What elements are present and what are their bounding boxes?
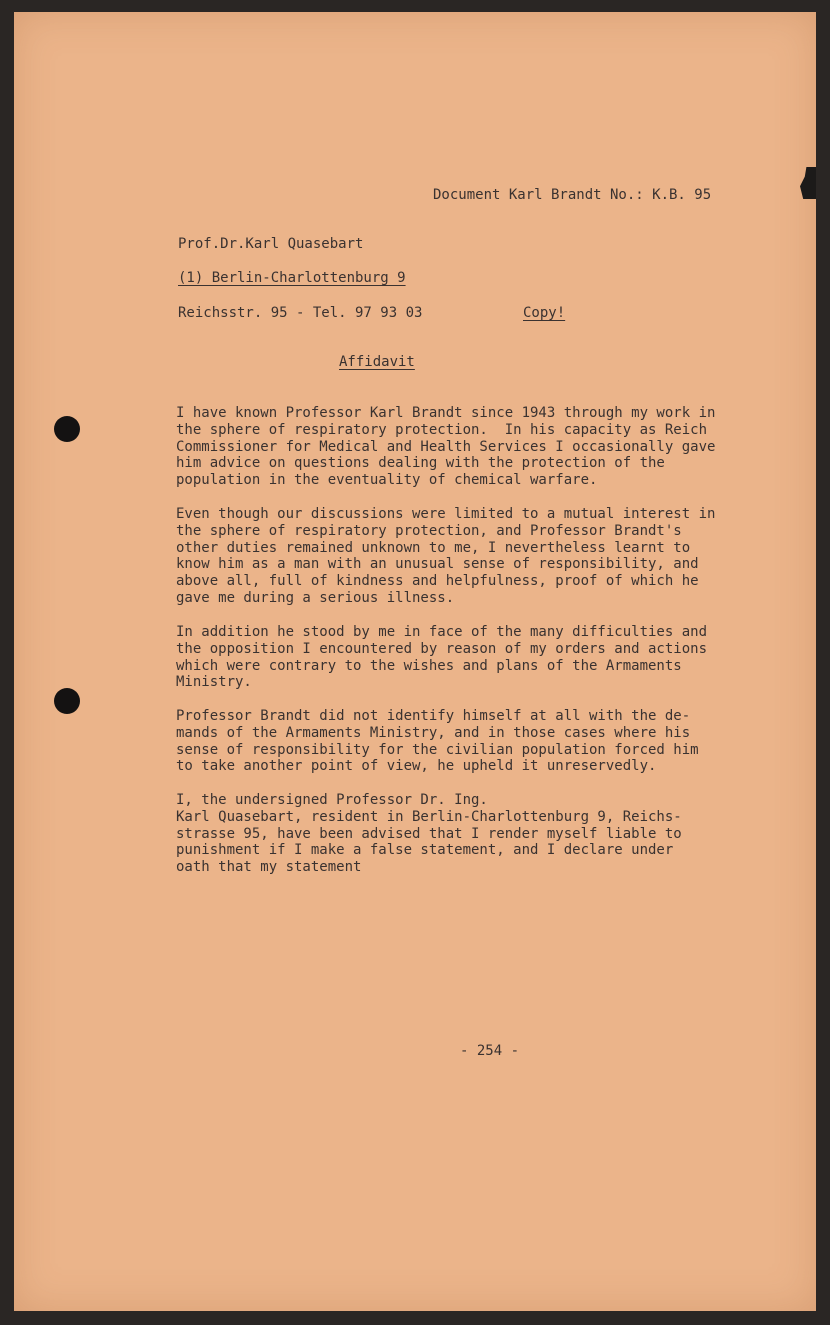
- page-number: - 254 -: [460, 1043, 520, 1059]
- paragraph-1: I have known Professor Karl Brandt since 1943 through my work in the sphere of respiratory protection. In his capacity as Reich Commissioner for Medical and Health Services I occasionally gave him advice on questions dealing with the protection of the population in the eventuality of chemical warfare.: [176, 405, 716, 489]
- paragraph-4: Professor Brandt did not identify himself at all with the de- mands of the Armaments Ministry, and in those cases where his sense of responsibility for the civilian population forced him to take another point of view, he upheld it unreservedly.: [176, 708, 699, 775]
- torn-edge: [800, 167, 816, 199]
- punch-hole: [54, 416, 80, 442]
- sender-street-phone: Reichsstr. 95 - Tel. 97 93 03: [178, 305, 423, 321]
- paragraph-5: I, the undersigned Professor Dr. Ing. Karl Quasebart, resident in Berlin-Charlottenburg 9, Reichs- strasse 95, have been advised that I render myself liable to punishment if I make a false statement, and I declare under oath that my statement: [176, 792, 682, 876]
- copy-mark: Copy!: [523, 305, 566, 321]
- punch-hole: [54, 688, 80, 714]
- document-reference: Document Karl Brandt No.: K.B. 95: [433, 187, 712, 203]
- sender-address: (1) Berlin-Charlottenburg 9: [178, 270, 406, 286]
- paragraph-2: Even though our discussions were limited to a mutual interest in the sphere of respiratory protection, and Professor Brandt's other duties remained unknown to me, I nevertheless learnt to know him as a man with an unusual sense of responsibility, and above all, full of kindness and helpfulness, proof of which he gave me during a serious illness.: [176, 506, 716, 606]
- sender-name: Prof.Dr.Karl Quasebart: [178, 236, 364, 252]
- paragraph-3: In addition he stood by me in face of the many difficulties and the opposition I encountered by reason of my orders and actions which were contrary to the wishes and plans of the Armaments Ministry.: [176, 624, 708, 691]
- document-title: Affidavit: [339, 354, 415, 370]
